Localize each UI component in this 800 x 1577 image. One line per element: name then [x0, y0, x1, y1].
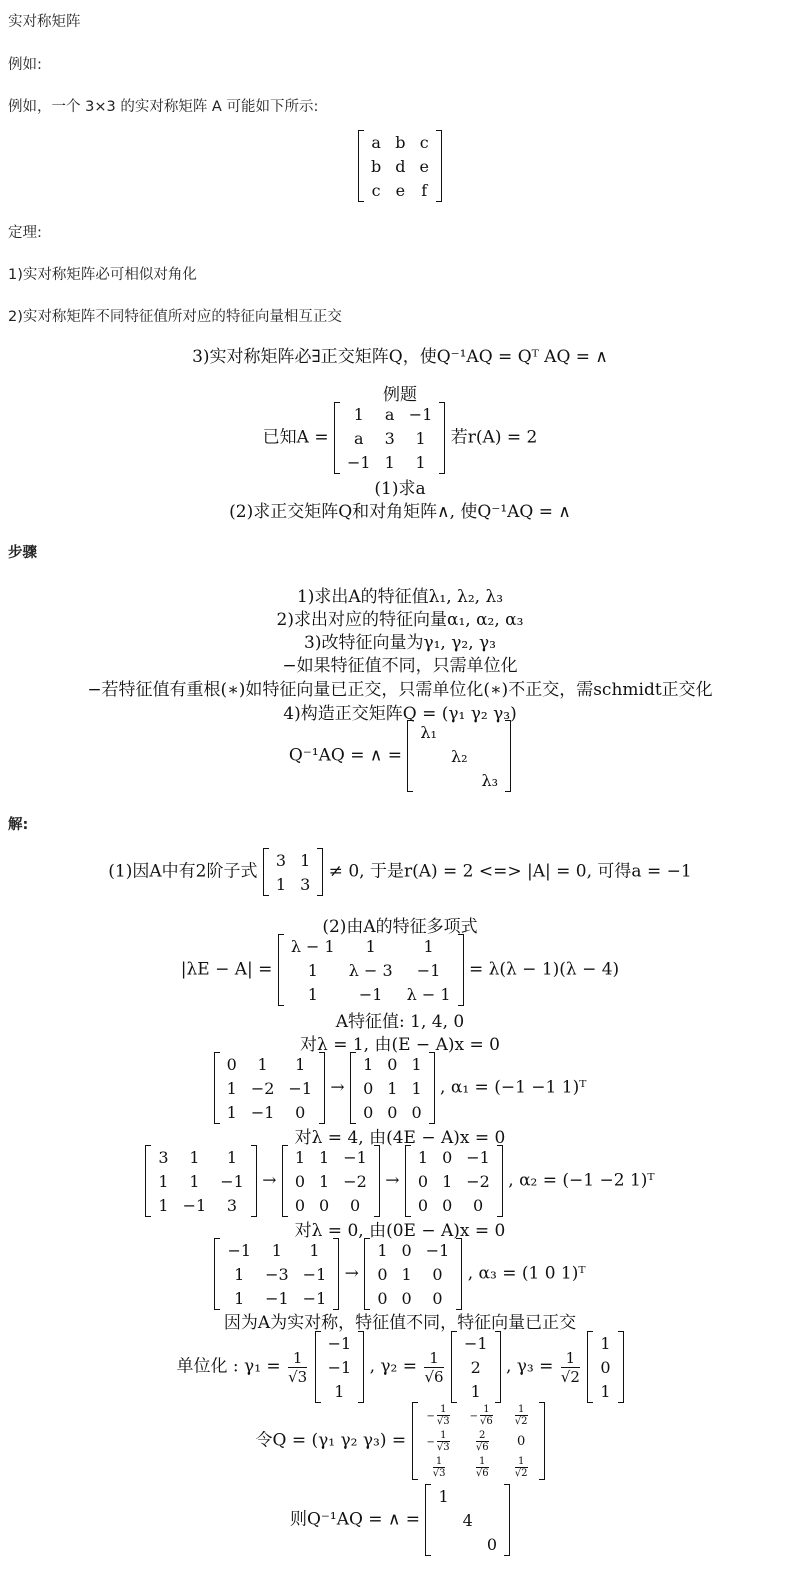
matrix-cell: c [371, 180, 381, 200]
matrix-cell: 1 [353, 404, 364, 424]
matrix-cell: 0 [442, 1195, 453, 1215]
matrix-cell: −3 [265, 1264, 289, 1284]
matrix-cell: −1 [416, 960, 441, 980]
vector-cell: 1 [600, 1333, 611, 1353]
frac-denominator: √6 [424, 1367, 444, 1386]
matrix-cell: 1 [438, 1486, 449, 1506]
diag-matrix [407, 720, 511, 792]
frac-numerator: 1 [437, 1430, 450, 1442]
matrix-cell: −1 [288, 1078, 313, 1098]
matrix-cell: λ − 1 [406, 984, 451, 1004]
matrix-cell: −2 [466, 1171, 490, 1191]
matrix-cell: d [395, 156, 406, 176]
solution-label: 解: [8, 817, 29, 833]
matrix-cell: 0 [432, 1288, 443, 1308]
matrix-cell: 1 [226, 1078, 237, 1098]
arrow-icon: → [330, 1077, 345, 1098]
case1-matrix-1 [214, 1052, 325, 1124]
final-result [0, 1484, 800, 1556]
step-4: 4)构造正交矩阵Q = (γ₁ γ₂ γ₃) [283, 704, 517, 724]
step-3a: −如果特征值不同，只需单位化 [282, 656, 518, 676]
matrix-cell: e [395, 180, 406, 200]
example-text: 例如，一个 3×3 的实对称矩阵 A 可能如下所示: [8, 99, 319, 115]
matrix-cell: 3 [275, 850, 287, 870]
sol1-suffix: ≠ 0, 于是r(A) = 2 <=> |A| = 0, 可得a = −1 [328, 861, 692, 882]
matrix-cell: 1 [423, 936, 434, 956]
matrix-cell [431, 1508, 455, 1532]
matrix-cell: 0 [401, 1288, 412, 1308]
frac-denominator: √3 [288, 1367, 308, 1386]
arrow-icon: → [344, 1263, 359, 1284]
matrix-cell: −1 [220, 1171, 244, 1191]
case2-matrix-1 [145, 1145, 256, 1217]
matrix-cell: λ₃ [481, 770, 499, 790]
matrix-cell: −1 [302, 1288, 327, 1308]
frac-denominator: √2 [514, 1467, 528, 1479]
frac-numerator: 1 [515, 1404, 528, 1416]
matrix-cell: 0 [363, 1102, 374, 1122]
frac-1-sqrt2 [561, 1349, 580, 1386]
matrix-cell: 1 [158, 1195, 169, 1215]
problem-q2: (2)求正交矩阵Q和对角矩阵∧, 使Q⁻¹AQ = ∧ [229, 502, 571, 522]
diag-prefix: Q⁻¹AQ = ∧ = [288, 745, 402, 766]
matrix-cell: 1 [401, 1264, 412, 1284]
orthogonal-note: 因为A为实对称，特征值不同，特征向量已正交 [223, 1313, 577, 1333]
matrix-cell: 0 [319, 1195, 330, 1215]
sol2-det [0, 934, 800, 1006]
matrix-cell: 1 [319, 1147, 330, 1167]
matrix-cell: −1 [408, 404, 433, 424]
frac-numerator: 1 [437, 1404, 450, 1416]
matrix-cell: 1 [234, 1288, 245, 1308]
example-label: 例如: [8, 57, 42, 73]
matrix-cell: 0 [417, 1195, 429, 1215]
step-2: 2)求出对应的特征向量α₁, α₂, α₃ [276, 610, 524, 630]
det-suffix: = λ(λ − 1)(λ − 4) [468, 959, 620, 980]
step-1: 1)求出A的特征值λ₁, λ₂, λ₃ [296, 587, 504, 607]
matrix-cell: 1 [363, 1054, 374, 1074]
case2-vector: , α₂ = (−1 −2 1)ᵀ [508, 1170, 655, 1191]
vector-cell: −1 [327, 1357, 352, 1377]
det-prefix: |λE − A| = [180, 959, 273, 980]
matrix-cell: −2 [250, 1078, 275, 1098]
case2-title: 对λ = 4, 由(4E − A)x = 0 [294, 1128, 506, 1148]
matrix-cell: 1 [387, 1078, 398, 1098]
matrix-cell: 3 [384, 428, 395, 448]
case1-title: 对λ = 1, 由(E − A)x = 0 [300, 1035, 500, 1055]
matrix-cell: 1 [377, 1240, 388, 1260]
frac-denominator: √6 [475, 1441, 489, 1453]
matrix-cell: 3 [158, 1147, 169, 1167]
given-suffix: 若r(A) = 2 [450, 427, 538, 448]
matrix-cell: 0 [472, 1195, 484, 1215]
q-cell-frac [515, 1456, 528, 1479]
frac-1-sqrt3 [288, 1349, 307, 1386]
matrix-cell: −1 [250, 1102, 275, 1122]
matrix-cell [444, 768, 475, 792]
matrix-cell [475, 720, 506, 744]
step-3b: −若特征值有重根(∗)如特征向量已正交，只需单位化(∗)不正交，需schmidt正交化 [87, 680, 713, 700]
matrix-cell: −1 [302, 1264, 327, 1284]
matrix-cell: 1 [309, 1240, 320, 1260]
frac-denominator: √2 [514, 1415, 528, 1427]
matrix-cell: 1 [294, 1147, 306, 1167]
q-cell-frac [515, 1404, 528, 1427]
matrix-cell: 3 [226, 1195, 238, 1215]
gamma2-vector [451, 1331, 501, 1403]
theorem-1: 1)实对称矩阵必可相似对角化 [8, 267, 197, 283]
problem-given [0, 402, 800, 474]
matrix-a [358, 130, 442, 202]
vector-cell: 1 [470, 1381, 481, 1401]
vector-cell: 1 [334, 1381, 345, 1401]
arrow-icon: → [262, 1170, 277, 1191]
matrix-cell: 1 [189, 1147, 200, 1167]
matrix-cell: 0 [295, 1102, 306, 1122]
matrix-cell: a [371, 132, 381, 152]
q-cell-frac [437, 1404, 450, 1427]
matrix-cell: 1 [365, 936, 376, 956]
frac-denominator: √3 [432, 1467, 446, 1479]
matrix-cell [413, 768, 444, 792]
matrix-cell: −1 [347, 452, 371, 472]
matrix-cell: 1 [226, 1147, 238, 1167]
frac-numerator: 1 [433, 1456, 446, 1468]
case3-title: 对λ = 0, 由(0E − A)x = 0 [294, 1221, 506, 1241]
case2-matrix-2 [282, 1145, 380, 1217]
matrix-cell: 1 [384, 452, 395, 472]
matrix-cell: a [354, 428, 364, 448]
matrix-cell: −1 [466, 1147, 490, 1167]
matrix-cell [456, 1484, 480, 1508]
matrix-cell: 0 [411, 1102, 422, 1122]
q-cell: 0 [517, 1433, 526, 1449]
matrix-cell: 1 [415, 428, 426, 448]
matrix-cell: −1 [227, 1240, 252, 1260]
matrix-cell: −2 [343, 1171, 367, 1191]
matrix-cell: 1 [442, 1171, 453, 1191]
case1-matrix-2 [350, 1052, 435, 1124]
q-cell-frac [476, 1456, 489, 1479]
matrix-cell: 1 [307, 960, 318, 980]
case3-reduction [0, 1238, 800, 1310]
gamma3-label: , γ₃ = [505, 1356, 554, 1377]
matrix-cell: 0 [401, 1240, 412, 1260]
matrix-cell: λ − 1 [290, 936, 335, 956]
frac-denominator: √3 [436, 1415, 450, 1427]
frac-1-sqrt6 [424, 1349, 443, 1386]
q-cell-frac [437, 1430, 450, 1453]
matrix-cell: 1 [319, 1171, 330, 1191]
vector-cell: −1 [463, 1333, 488, 1353]
matrix-cell: 1 [189, 1171, 200, 1191]
matrix-cell [480, 1484, 504, 1508]
final-diag-matrix [425, 1484, 510, 1556]
matrix-cell: −1 [358, 984, 383, 1004]
vector-cell: 1 [600, 1381, 611, 1401]
matrix-cell [444, 720, 475, 744]
q-cell: − [426, 1410, 435, 1422]
matrix-cell: 0 [442, 1147, 453, 1167]
matrix-cell: 1 [300, 850, 311, 870]
matrix-cell: 0 [377, 1288, 388, 1308]
matrix-cell: 0 [363, 1078, 374, 1098]
matrix-cell: 0 [294, 1171, 306, 1191]
normalization [0, 1331, 800, 1403]
eigenvalues: A特征值: 1, 4, 0 [335, 1012, 465, 1032]
matrix-cell: 0 [387, 1054, 398, 1074]
minor-matrix [263, 848, 323, 896]
matrix-cell: −1 [265, 1288, 289, 1308]
frac-numerator: 1 [480, 1404, 493, 1416]
vector-cell: 2 [470, 1357, 481, 1377]
unit-prefix: 单位化 : γ₁ = [176, 1356, 281, 1377]
case3-matrix-2 [364, 1238, 462, 1310]
q-cell-frac [476, 1430, 489, 1453]
frac-numerator: 1 [476, 1456, 489, 1468]
frac-denominator: √6 [475, 1467, 489, 1479]
arrow-icon: → [385, 1170, 400, 1191]
matrix-cell: −1 [425, 1240, 450, 1260]
matrix-cell: 1 [295, 1054, 306, 1074]
sol1-prefix: (1)因A中有2阶子式 [108, 861, 258, 882]
matrix-cell: 0 [387, 1102, 398, 1122]
frac-denominator: √6 [480, 1415, 493, 1427]
step-diag [0, 720, 800, 792]
matrix-cell: 1 [307, 984, 318, 1004]
matrix-cell [475, 744, 506, 768]
matrix-cell: 1 [158, 1171, 169, 1191]
matrix-cell: e [419, 156, 429, 176]
matrix-cell: 0 [349, 1195, 361, 1215]
matrix-cell: λ₂ [450, 746, 468, 766]
matrix-cell: 0 [377, 1264, 388, 1284]
matrix-cell: f [421, 180, 428, 200]
matrix-cell [456, 1532, 480, 1556]
matrix-cell [480, 1508, 504, 1532]
matrix-cell: 0 [294, 1195, 306, 1215]
frac-numerator: 1 [424, 1349, 443, 1368]
q-matrix [412, 1402, 545, 1480]
frac-denominator: √2 [560, 1367, 580, 1386]
frac-numerator: 1 [561, 1349, 580, 1368]
matrix-cell: 0 [486, 1534, 498, 1554]
problem-title: 例题 [383, 385, 417, 405]
matrix-cell: b [371, 156, 382, 176]
q-cell-frac [433, 1456, 446, 1479]
matrix-cell: 0 [417, 1171, 429, 1191]
matrix-cell: 0 [226, 1054, 237, 1074]
frac-numerator: 2 [476, 1430, 489, 1442]
frac-denominator: √3 [436, 1441, 450, 1453]
case2-reduction [0, 1145, 800, 1217]
gamma1-vector [315, 1331, 365, 1403]
problem-q1: (1)求a [374, 479, 426, 499]
matrix-cell: 1 [417, 1147, 429, 1167]
matrix-cell: 3 [300, 874, 311, 894]
matrix-cell: 1 [234, 1264, 245, 1284]
gamma3-vector [587, 1331, 623, 1403]
matrix-cell: 1 [415, 452, 426, 472]
q-cell: − [426, 1436, 435, 1448]
step-3: 3)改特征向量为γ₁, γ₂, γ₃ [304, 633, 496, 653]
given-prefix: 已知A = [262, 427, 329, 448]
problem-matrix [334, 402, 445, 474]
theorem-3: 3)实对称矩阵必∃正交矩阵Q，使Q⁻¹AQ = Qᵀ AQ = ∧ [192, 347, 608, 367]
case3-matrix-1 [214, 1238, 339, 1310]
case1-vector: , α₁ = (−1 −1 1)ᵀ [440, 1077, 587, 1098]
frac-numerator: 1 [515, 1456, 528, 1468]
matrix-cell: a [384, 404, 395, 424]
q-matrix-row [0, 1402, 800, 1480]
matrix-cell [413, 744, 444, 768]
matrix-cell [431, 1532, 455, 1556]
matrix-cell: 1 [275, 874, 287, 894]
matrix-cell: −1 [343, 1147, 367, 1167]
matrix-cell: 1 [411, 1054, 422, 1074]
matrix-cell: λ − 3 [348, 960, 393, 980]
q-cell-frac [480, 1404, 493, 1427]
matrix-cell: b [395, 132, 406, 152]
case1-reduction [0, 1052, 800, 1124]
example-matrix [0, 130, 800, 202]
theorem-2: 2)实对称矩阵不同特征值所对应的特征向量相互正交 [8, 309, 342, 325]
vector-cell: −1 [327, 1333, 352, 1353]
page-heading: 实对称矩阵 [8, 14, 81, 30]
gamma2-label: , γ₂ = [369, 1356, 418, 1377]
case3-vector: , α₃ = (1 0 1)ᵀ [467, 1263, 586, 1284]
frac-numerator: 1 [288, 1349, 307, 1368]
matrix-cell: 0 [432, 1264, 443, 1284]
steps-label: 步骤 [8, 545, 37, 561]
q-prefix: 令Q = (γ₁ γ₂ γ₃) = [255, 1430, 407, 1451]
matrix-cell: −1 [182, 1195, 207, 1215]
case2-matrix-3 [405, 1145, 503, 1217]
matrix-cell: 1 [226, 1102, 237, 1122]
matrix-cell: 1 [411, 1078, 422, 1098]
solution-1 [0, 848, 800, 896]
sol2-title: (2)由A的特征多项式 [322, 917, 478, 937]
det-matrix [278, 934, 464, 1006]
matrix-cell: λ₁ [420, 722, 437, 742]
theorem-label: 定理: [8, 225, 42, 241]
final-prefix: 则Q⁻¹AQ = ∧ = [289, 1509, 421, 1530]
matrix-cell: 4 [462, 1510, 473, 1530]
q-cell: − [469, 1410, 479, 1422]
vector-cell: 0 [600, 1357, 611, 1377]
matrix-cell: c [419, 132, 429, 152]
matrix-cell: 1 [271, 1240, 282, 1260]
matrix-cell: 1 [257, 1054, 268, 1074]
